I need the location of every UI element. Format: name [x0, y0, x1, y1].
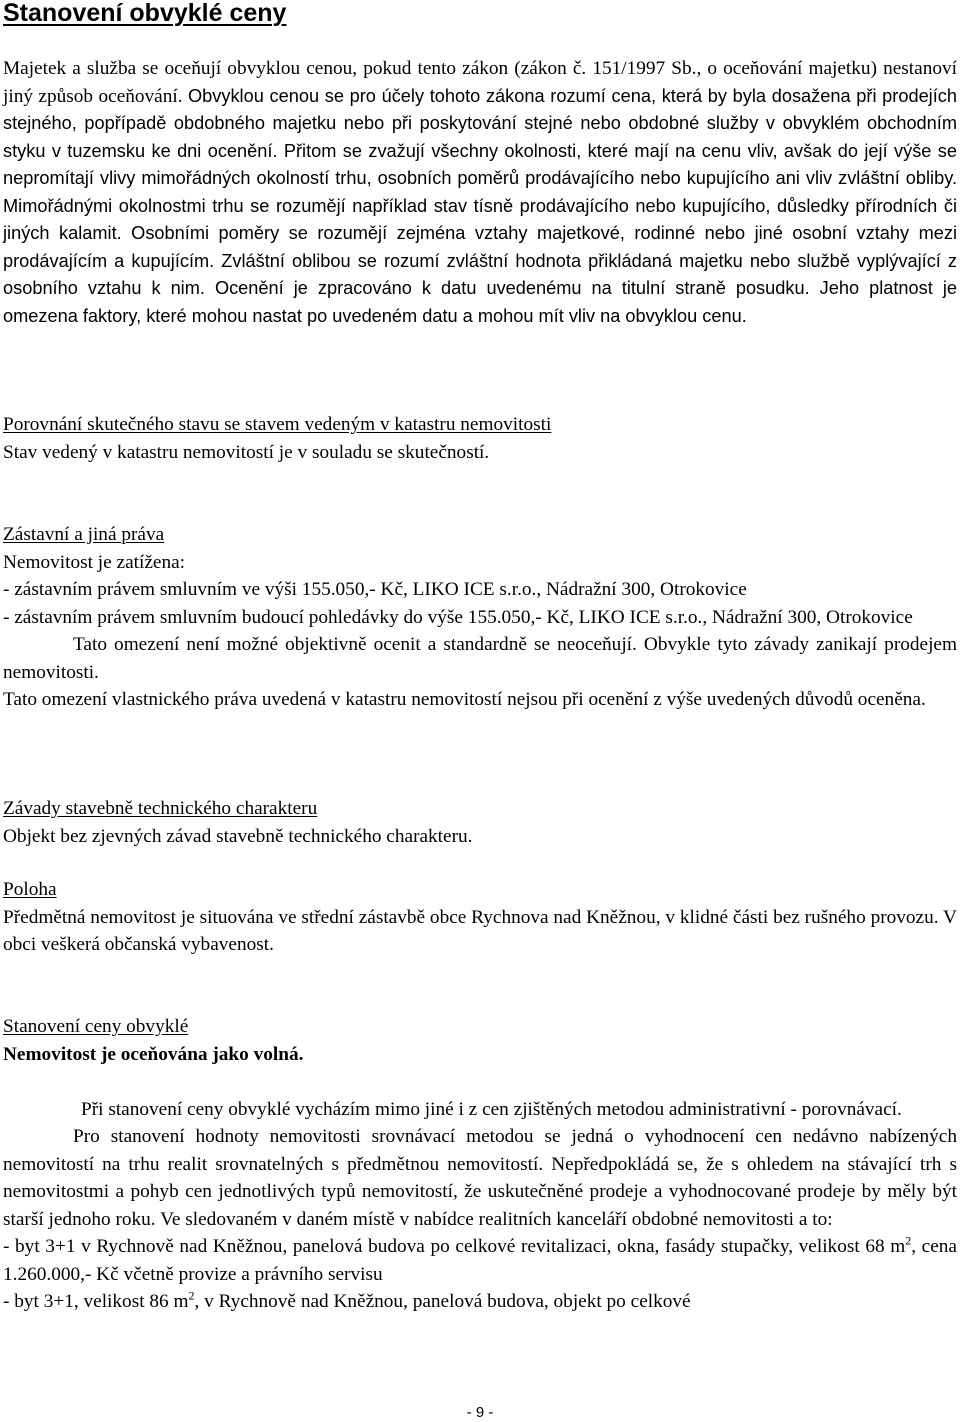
section-location-heading: Poloha: [3, 879, 57, 900]
intro-serif-text: Majetek a služba se oceňují obvyklou cenou, pokud tento zákon (zákon č. 151/1997 Sb., o oceňování majetku) nestanoví jiný způsob oceňování.: [3, 58, 957, 107]
section-price: [3, 1013, 957, 1316]
comparable-item-2-sup: 2: [188, 1288, 195, 1303]
section-price-heading: Stanovení ceny obvyklé: [3, 1016, 189, 1037]
section-cadastre: [3, 411, 957, 466]
lien-item-1: - zástavním právem smluvním ve výši 155.050,- Kč, LIKO ICE s.r.o., Nádražní 300, Otrokovice: [3, 579, 747, 600]
section-liens-line1: Nemovitost je zatížena:: [3, 551, 186, 573]
section-liens-para1: Tato omezení není možné objektivně ocenit a standardně se neoceňují. Obvykle tyto závady zanikají prodejem nemovitosti.: [3, 634, 957, 683]
comparable-item-2-text: - byt 3+1, velikost 86 m: [3, 1291, 189, 1312]
section-cadastre-text: Stav vedený v katastru nemovitostí je v souladu se skutečností.: [3, 441, 490, 463]
section-price-para1: Při stanovení ceny obvyklé vycházím mimo jiné i z cen zjištěných metodou administrativní - porovnávací.: [81, 1098, 902, 1120]
section-price-bold-line: Nemovitost je oceňována jako volná.: [3, 1043, 304, 1065]
section-location-text: Předmětná nemovitost je situována ve střední zástavbě obce Rychnova nad Kněžnou, v klidné části bez rušného provozu. V obci veškerá občanská vybavenost.: [3, 906, 957, 955]
comparable-item-1-text-end: , cena 1.260.000,- Kč včetně provize a právního servisu: [3, 1236, 957, 1285]
comparable-item-1-sup: 2: [905, 1233, 912, 1248]
section-liens: [3, 521, 957, 714]
intro-paragraph: [3, 55, 957, 330]
section-price-para2: Pro stanovení hodnoty nemovitosti srovnávací metodou se jedná o vyhodnocení cen nedávno nabízených nemovitostí na trhu realit srovnatelných s předmětnou nemovitostí. Nepředpokládá se, že s ohledem na stávající trh s nemovitostmi a pohyb cen jednotlivých typů nemovitostí, že uskutečněné prodeje a vyhodnocované prodeje by měly být starší jednoho roku. Ve sledovaném v daném místě v nabídce realitních kanceláří obdobné nemovitosti a to:: [3, 1126, 957, 1230]
section-liens-heading: Zástavní a jiná práva: [3, 524, 165, 545]
section-location: [3, 876, 957, 959]
section-cadastre-heading: Porovnání skutečného stavu se stavem vedeným v katastru nemovitosti: [3, 414, 552, 435]
page-title: Stanovení obvyklé ceny: [3, 0, 287, 27]
section-defects-heading: Závady stavebně technického charakteru: [3, 798, 318, 819]
section-defects-text: Objekt bez zjevných závad stavebně technického charakteru.: [3, 825, 473, 847]
comparable-item-2: [3, 1288, 957, 1316]
comparable-item-2-text-end: , v Rychnově nad Kněžnou, panelová budova, objekt po celkové: [194, 1291, 691, 1312]
intro-sans-text: Obvyklou cenou se pro účely tohoto zákona rozumí cena, která by byla dosažena při prodejích stejného, popřípadě obdobného majetku nebo při poskytování stejné nebo obdobné služby v obvyklém obchodním styku v tuzemsku ke dni ocenění. Přitom se zvažují všechny okolnosti, které mají na cenu vliv, avšak do její výše se nepromítají vlivy mimořádných okolností trhu, osobních poměrů prodávajícího nebo kupujícího ani vliv zvláštní obliby. Mimořádnými okolnostmi trhu se rozumějí například stav tísně prodávajícího nebo kupujícího, důsledky přírodních či jiných kalamit. Osobními poměry se rozumějí zejména vztahy majetkové, rodinné nebo jiné osobní vztahy mezi prodávajícím a kupujícím. Zvláštní oblibou se rozumí zvláštní hodnota přikládaná majetku nebo službě vyplývající z osobního vztahu k nim. Ocenění je zpracováno k datu uvedenému na titulní straně posudku. Jeho platnost je omezena faktory, které mohou nastat po uvedeném datu a mohou mít vliv na obvyklou cenu.: [3, 85, 957, 326]
section-defects: [3, 795, 957, 850]
comparable-item-1: [3, 1233, 957, 1288]
comparable-item-1-text: - byt 3+1 v Rychnově nad Kněžnou, panelová budova po celkové revitalizaci, okna, fasády stupačky, velikost 68 m: [3, 1236, 906, 1257]
section-liens-para2: Tato omezení vlastnického práva uvedená v katastru nemovitostí nejsou při ocenění z výše uvedených důvodů oceněna.: [3, 689, 926, 710]
page-number: - 9 -: [466, 1404, 494, 1421]
lien-item-2: - zástavním právem smluvním budoucí pohledávky do výše 155.050,- Kč, LIKO ICE s.r.o., Nádražní 300, Otrokovice: [3, 606, 913, 628]
